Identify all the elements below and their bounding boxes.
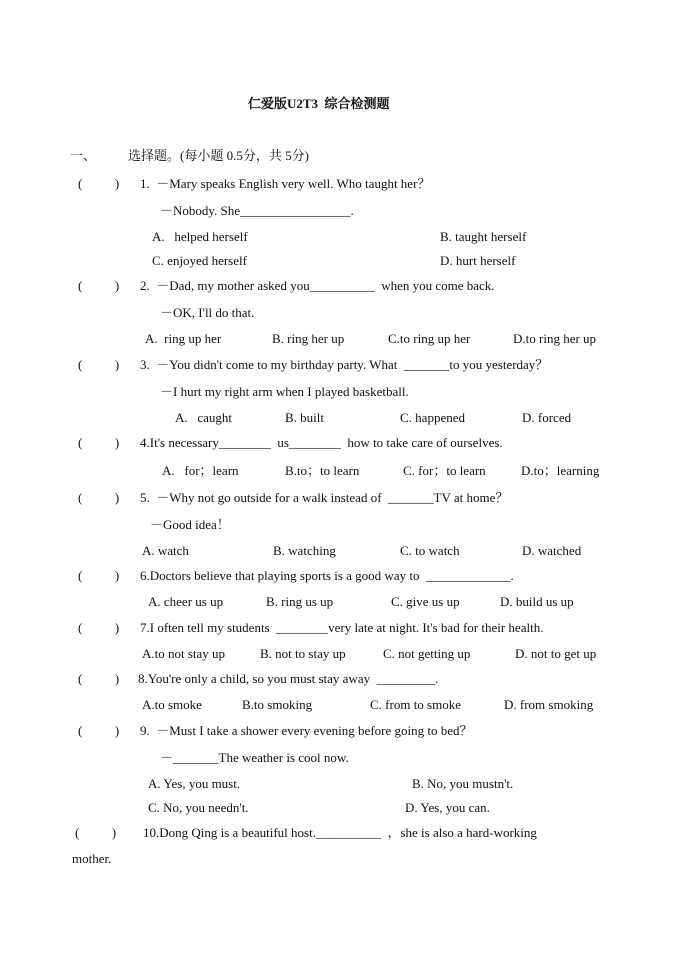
option-a: A. Yes, you must.	[148, 776, 241, 791]
question-stem: 3. －You didn't come to my birthday party. What _______to you yesterday？	[140, 357, 549, 372]
option-b: B.to；to learn	[285, 463, 360, 478]
question-stem: 4.It's necessary________ us________ how to take care of ourselves.	[140, 435, 503, 450]
option-a: A. watch	[142, 543, 189, 558]
answer-paren: ( )	[78, 435, 120, 450]
question-stem: 9. －Must I take a shower every evening before going to bed？	[140, 723, 473, 738]
option-c: C. for；to learn	[403, 463, 486, 478]
option-c: C. give us up	[391, 594, 460, 609]
option-c: C. No, you needn't.	[148, 800, 249, 815]
dialogue-line: －OK, I'll do that.	[160, 305, 255, 320]
question-stem: 5. －Why not go outside for a walk instead of _______TV at home？	[140, 490, 509, 505]
option-b: B. built	[285, 410, 325, 425]
question-stem: 10.Dong Qing is a beautiful host.__________ ，she is also a hard-working	[143, 825, 537, 840]
option-d: D.to；learning	[521, 463, 600, 478]
option-d: D. build us up	[500, 594, 574, 609]
option-a: A. cheer us up	[148, 594, 224, 609]
dialogue-line: －I hurt my right arm when I played basketball.	[160, 384, 409, 399]
answer-paren: ( )	[78, 278, 120, 293]
option-d: D. hurt herself	[440, 253, 516, 268]
question-continuation: mother.	[72, 851, 112, 866]
option-b: B. No, you mustn't.	[412, 776, 514, 791]
option-b: B. ring us up	[266, 594, 334, 609]
question-stem: 7.I often tell my students ________very late at night. It's bad for their health.	[140, 620, 544, 635]
option-c: C. happened	[400, 410, 465, 425]
answer-paren: ( )	[78, 490, 120, 505]
option-b: B. taught herself	[440, 229, 527, 244]
option-d: D.to ring her up	[513, 331, 597, 346]
option-c: C. enjoyed herself	[152, 253, 247, 268]
section-number: 一、	[70, 148, 97, 163]
option-d: D. not to get up	[515, 646, 597, 661]
option-d: D. Yes, you can.	[405, 800, 490, 815]
answer-paren: ( )	[78, 176, 120, 191]
option-a: A.to smoke	[142, 697, 202, 712]
option-b: B. not to stay up	[260, 646, 346, 661]
option-c: C. to watch	[400, 543, 460, 558]
option-d: D. from smoking	[504, 697, 594, 712]
option-a: A. helped herself	[152, 229, 248, 244]
dialogue-line: －Nobody. She_________________.	[160, 203, 354, 218]
option-b: B. watching	[273, 543, 336, 558]
question-stem: 2. －Dad, my mother asked you__________ when you come back.	[140, 278, 495, 293]
answer-paren: ( )	[78, 568, 120, 583]
option-d: D. forced	[522, 410, 572, 425]
option-d: D. watched	[522, 543, 582, 558]
option-c: C.to ring up her	[388, 331, 471, 346]
option-a: A. for；learn	[162, 463, 239, 478]
answer-paren: ( )	[75, 825, 117, 840]
option-b: B.to smoking	[242, 697, 313, 712]
dialogue-line: －_______The weather is cool now.	[160, 750, 349, 765]
question-stem: 6.Doctors believe that playing sports is a good way to _____________.	[140, 568, 514, 583]
dialogue-line: －Good idea！	[150, 517, 230, 532]
option-a: A. caught	[175, 410, 233, 425]
page-title: 仁爱版U2T3 综合检测题	[248, 96, 390, 111]
section-heading: 选择题。(每小题 0.5分，共 5分)	[128, 148, 309, 163]
option-a: A.to not stay up	[142, 646, 226, 661]
option-c: C. not getting up	[383, 646, 471, 661]
option-b: B. ring her up	[272, 331, 345, 346]
answer-paren: ( )	[78, 723, 120, 738]
question-stem: 8.You're only a child, so you must stay away _________.	[138, 671, 439, 686]
answer-paren: ( )	[78, 357, 120, 372]
answer-paren: ( )	[78, 620, 120, 635]
option-a: A. ring up her	[145, 331, 222, 346]
option-c: C. from to smoke	[370, 697, 461, 712]
answer-paren: ( )	[78, 671, 120, 686]
question-stem: 1. －Mary speaks English very well. Who taught her？	[140, 176, 431, 191]
